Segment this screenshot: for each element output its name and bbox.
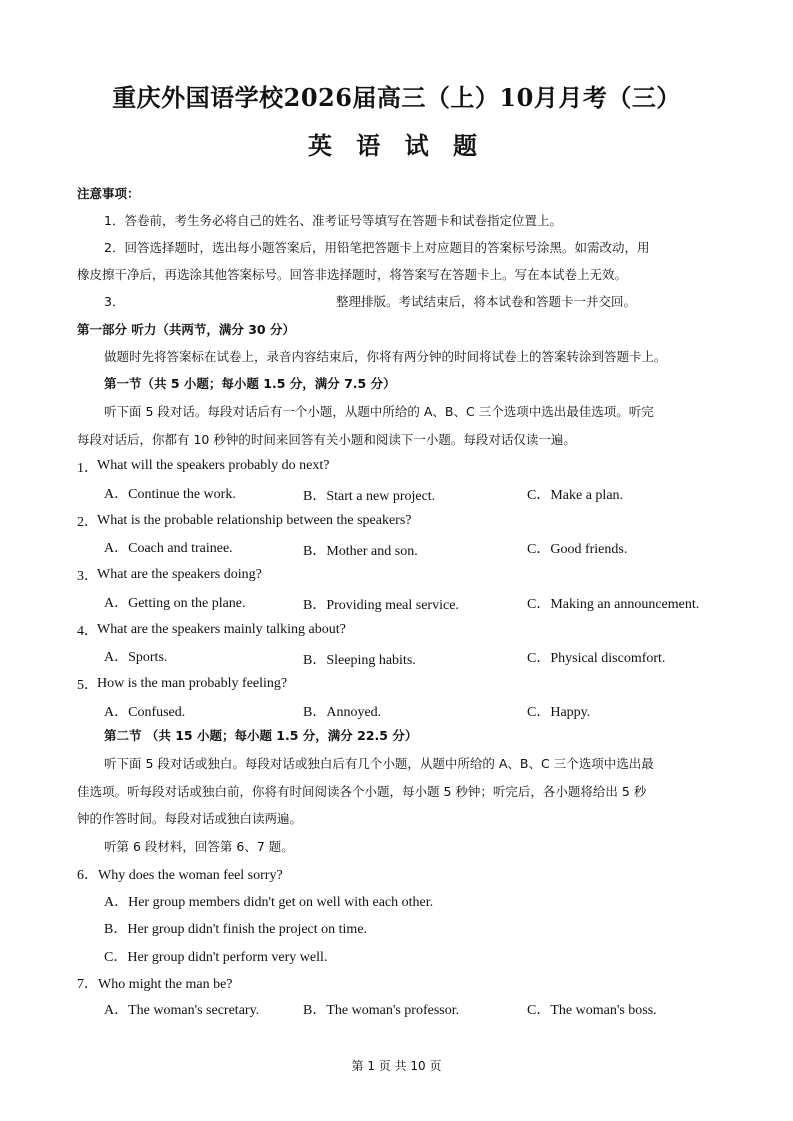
option-a: A．Continue the work. xyxy=(104,487,236,502)
question-number: 4． xyxy=(77,624,98,639)
option-b: B．The woman's professor. xyxy=(303,1003,460,1018)
option-a: A．Confused. xyxy=(104,705,186,720)
option-c: C．The woman's boss. xyxy=(527,1003,657,1018)
section1-instructions-line-2: 每段对话后，你都有 10 秒钟的时间来回答有关小题和阅读下一小题。每段对话仅读一遍。 xyxy=(77,432,576,447)
question-stem: How is the man probably feeling? xyxy=(97,676,288,691)
option-c: C．Good friends. xyxy=(527,542,628,557)
option-b: B．Mother and son. xyxy=(303,544,418,559)
question-number: 3． xyxy=(77,569,98,584)
option-c: C．Her group didn't perform very well. xyxy=(104,950,328,965)
question-stem: What are the speakers mainly talking about? xyxy=(97,622,346,637)
question-number: 2． xyxy=(77,515,98,530)
section2-heading: 第二节 （共 15 小题；每小题 1.5 分，满分 22.5 分） xyxy=(104,728,418,743)
section1-instructions-line-1: 听下面 5 段对话。每段对话后有一个小题，从题中所给的 A、B、C 三个选项中选出最佳选项。听完 xyxy=(104,404,654,419)
option-a: A．Getting on the plane. xyxy=(104,596,246,611)
option-a: A．The woman's secretary. xyxy=(104,1003,260,1018)
option-a: A．Her group members didn't get on well with each other. xyxy=(104,895,434,910)
option-b: B．Annoyed. xyxy=(303,705,382,720)
page-number: 第 1 页 共 10 页 xyxy=(351,1059,442,1073)
section1-heading: 第一节（共 5 小题；每小题 1.5 分，满分 7.5 分） xyxy=(104,376,396,391)
option-b: B．Start a new project. xyxy=(303,489,436,504)
notice-item-3-number: 3． xyxy=(104,294,125,309)
notice-item-3-text: 整理排版。考试结束后，将本试卷和答题卡一并交回。 xyxy=(336,294,637,309)
question-number: 5． xyxy=(77,678,98,693)
part1-heading: 第一部分 听力（共两节，满分 30 分） xyxy=(77,322,295,337)
option-c: C．Physical discomfort. xyxy=(527,651,666,666)
question-stem: What is the probable relationship between the speakers? xyxy=(97,513,412,528)
question-stem: What are the speakers doing? xyxy=(97,567,262,582)
notice-item-2-line-1: 2．回答选择题时，选出每小题答案后，用铅笔把答题卡上对应题目的答案标号涂黑。如需改动，用 xyxy=(104,240,650,255)
option-b: B．Sleeping habits. xyxy=(303,653,416,668)
option-b: B．Providing meal service. xyxy=(303,598,459,613)
option-a: A．Sports. xyxy=(104,650,168,665)
option-c: C．Making an announcement. xyxy=(527,597,700,612)
question-stem: 7．Who might the man be? xyxy=(77,977,233,992)
notice-heading: 注意事项： xyxy=(77,186,140,201)
notice-item-2-line-2: 橡皮擦干净后，再选涂其他答案标号。回答非选择题时，将答案写在答题卡上。写在本试卷上无效。 xyxy=(77,267,628,282)
option-b: B．Her group didn't finish the project on time. xyxy=(104,922,368,937)
exam-subtitle: 英 语 试 题 xyxy=(307,131,486,160)
question-stem: What will the speakers probably do next? xyxy=(97,458,330,473)
material-6-note: 听第 6 段材料，回答第 6、7 题。 xyxy=(104,839,294,854)
exam-title: 重庆外国语学校2026届高三（上）10月月考（三） xyxy=(112,83,681,112)
question-number: 1． xyxy=(77,461,98,476)
option-a: A．Coach and trainee. xyxy=(104,541,233,556)
question-stem: 6．Why does the woman feel sorry? xyxy=(77,868,283,883)
section2-instructions-line-2: 佳选项。听每段对话或独白前，你将有时间阅读各个小题，每小题 5 秒钟；听完后，各小题将给出 5 秒 xyxy=(77,784,647,799)
notice-item-1: 1．答卷前，考生务必将自己的姓名、准考证号等填写在答题卡和试卷指定位置上。 xyxy=(104,213,562,228)
section2-instructions-line-1: 听下面 5 段对话或独白。每段对话或独白后有几个小题，从题中所给的 A、B、C 三个选项中选出最 xyxy=(104,756,654,771)
part1-intro: 做题时先将答案标在试卷上，录音内容结束后，你将有两分钟的时间将试卷上的答案转涂到答题卡上。 xyxy=(104,349,667,364)
option-c: C．Happy. xyxy=(527,705,591,720)
option-c: C．Make a plan. xyxy=(527,488,624,503)
section2-instructions-line-3: 钟的作答时间。每段对话或独白读两遍。 xyxy=(77,811,303,826)
